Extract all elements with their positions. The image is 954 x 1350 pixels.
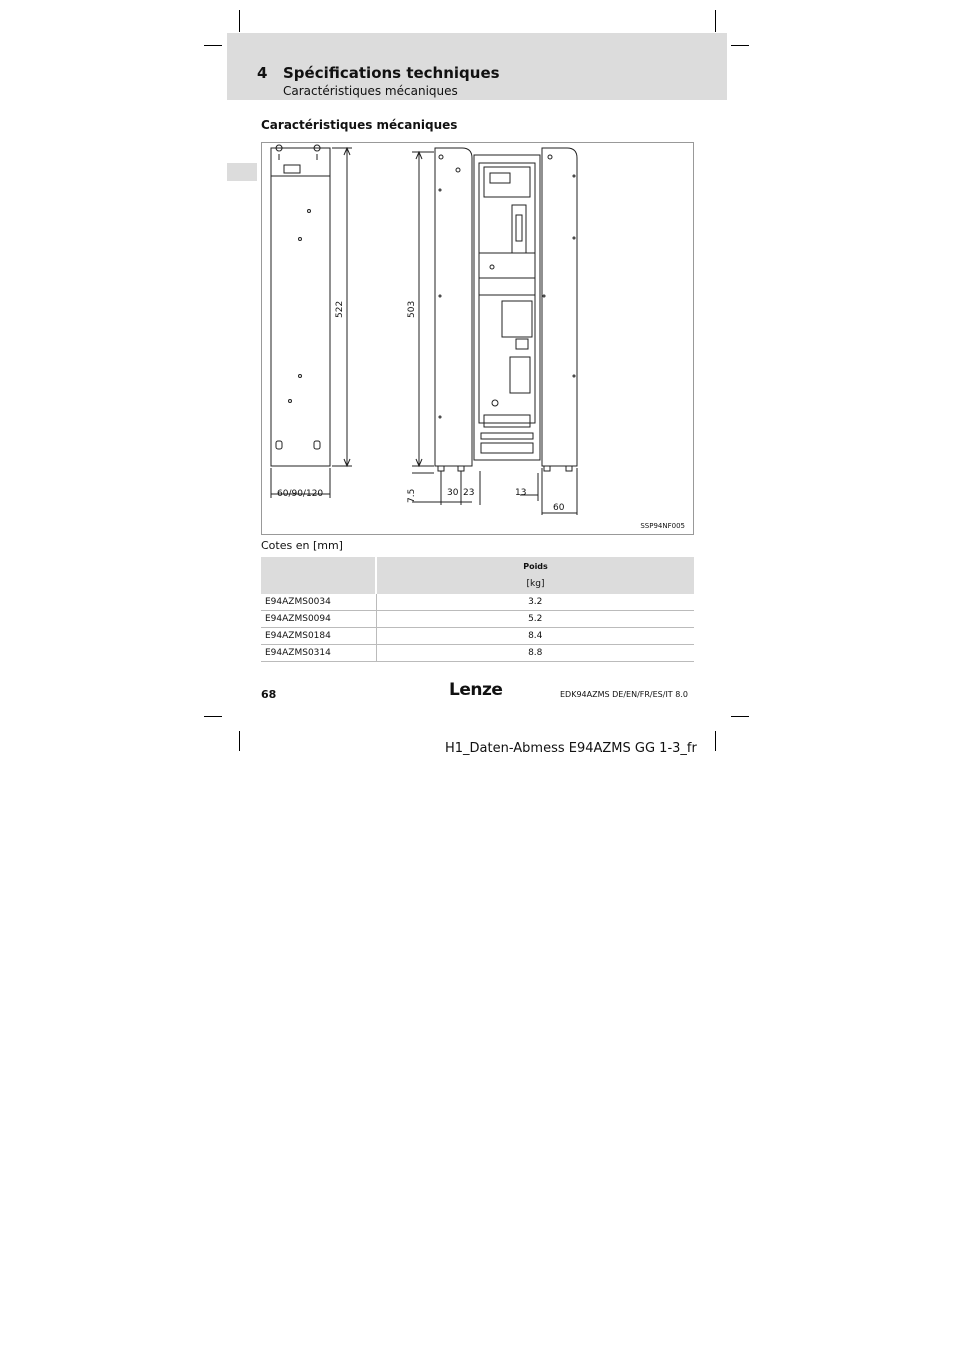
figure-code: SSP94NF005: [640, 522, 685, 530]
table-row: [261, 645, 694, 662]
crop-mark: [204, 45, 222, 46]
chapter-title: Spécifications techniques: [283, 64, 500, 82]
crop-mark: [239, 10, 240, 32]
dim-height-mid: 503: [407, 300, 417, 318]
table-row: [261, 628, 694, 645]
page-number: 68: [261, 688, 277, 701]
dim-offset-bottom: 7.5: [407, 488, 417, 503]
model-cell: E94AZMS0184: [261, 628, 376, 645]
chapter-number: 4: [257, 64, 268, 82]
model-cell: E94AZMS0094: [261, 611, 376, 628]
crop-mark: [731, 45, 749, 46]
right-side-view-outline: [542, 148, 577, 466]
dimension-drawing: [261, 142, 694, 535]
front-view-outline: [474, 155, 540, 460]
crop-mark: [715, 731, 716, 751]
crop-mark: [204, 716, 222, 717]
model-cell: E94AZMS0314: [261, 645, 376, 662]
drawing-svg: [262, 143, 693, 534]
weight-cell: 8.8: [376, 645, 694, 662]
table-row: [261, 611, 694, 628]
header-weight-cell: [376, 557, 694, 594]
crop-mark: [239, 731, 240, 751]
header-empty-cell: [261, 557, 376, 594]
crop-mark: [715, 10, 716, 32]
weight-cell: 5.2: [376, 611, 694, 628]
dim-width-left: 60/90/120: [277, 489, 324, 499]
header-weight-label: Poids: [523, 562, 548, 571]
chapter-subtitle: Caractéristiques mécaniques: [283, 84, 458, 98]
lenze-logo: Lenze: [449, 680, 503, 700]
units-note: Cotes en [mm]: [261, 539, 343, 552]
dim-depth: 60: [553, 503, 565, 513]
header-weight-unit: [kg]: [526, 579, 545, 589]
crop-mark: [731, 716, 749, 717]
print-slug: H1_Daten-Abmess E94AZMS GG 1-3_fr: [445, 741, 697, 756]
model-cell: E94AZMS0034: [261, 594, 376, 611]
table-header-row: [261, 557, 694, 594]
dim-height-left: 522: [335, 300, 345, 318]
chapter-tab-marker: [227, 163, 257, 181]
dim-hole-a: 30: [447, 488, 459, 498]
weight-cell: 8.4: [376, 628, 694, 645]
side-view-outline: [271, 148, 330, 466]
table-row: [261, 594, 694, 611]
weight-table: [261, 557, 694, 662]
weight-cell: 3.2: [376, 594, 694, 611]
dim-hole-b: 23: [463, 488, 475, 498]
document-reference: EDK94AZMS DE/EN/FR/ES/IT 8.0: [560, 690, 688, 699]
dim-right-edge: 13: [515, 488, 527, 498]
section-title: Caractéristiques mécaniques: [261, 118, 458, 132]
